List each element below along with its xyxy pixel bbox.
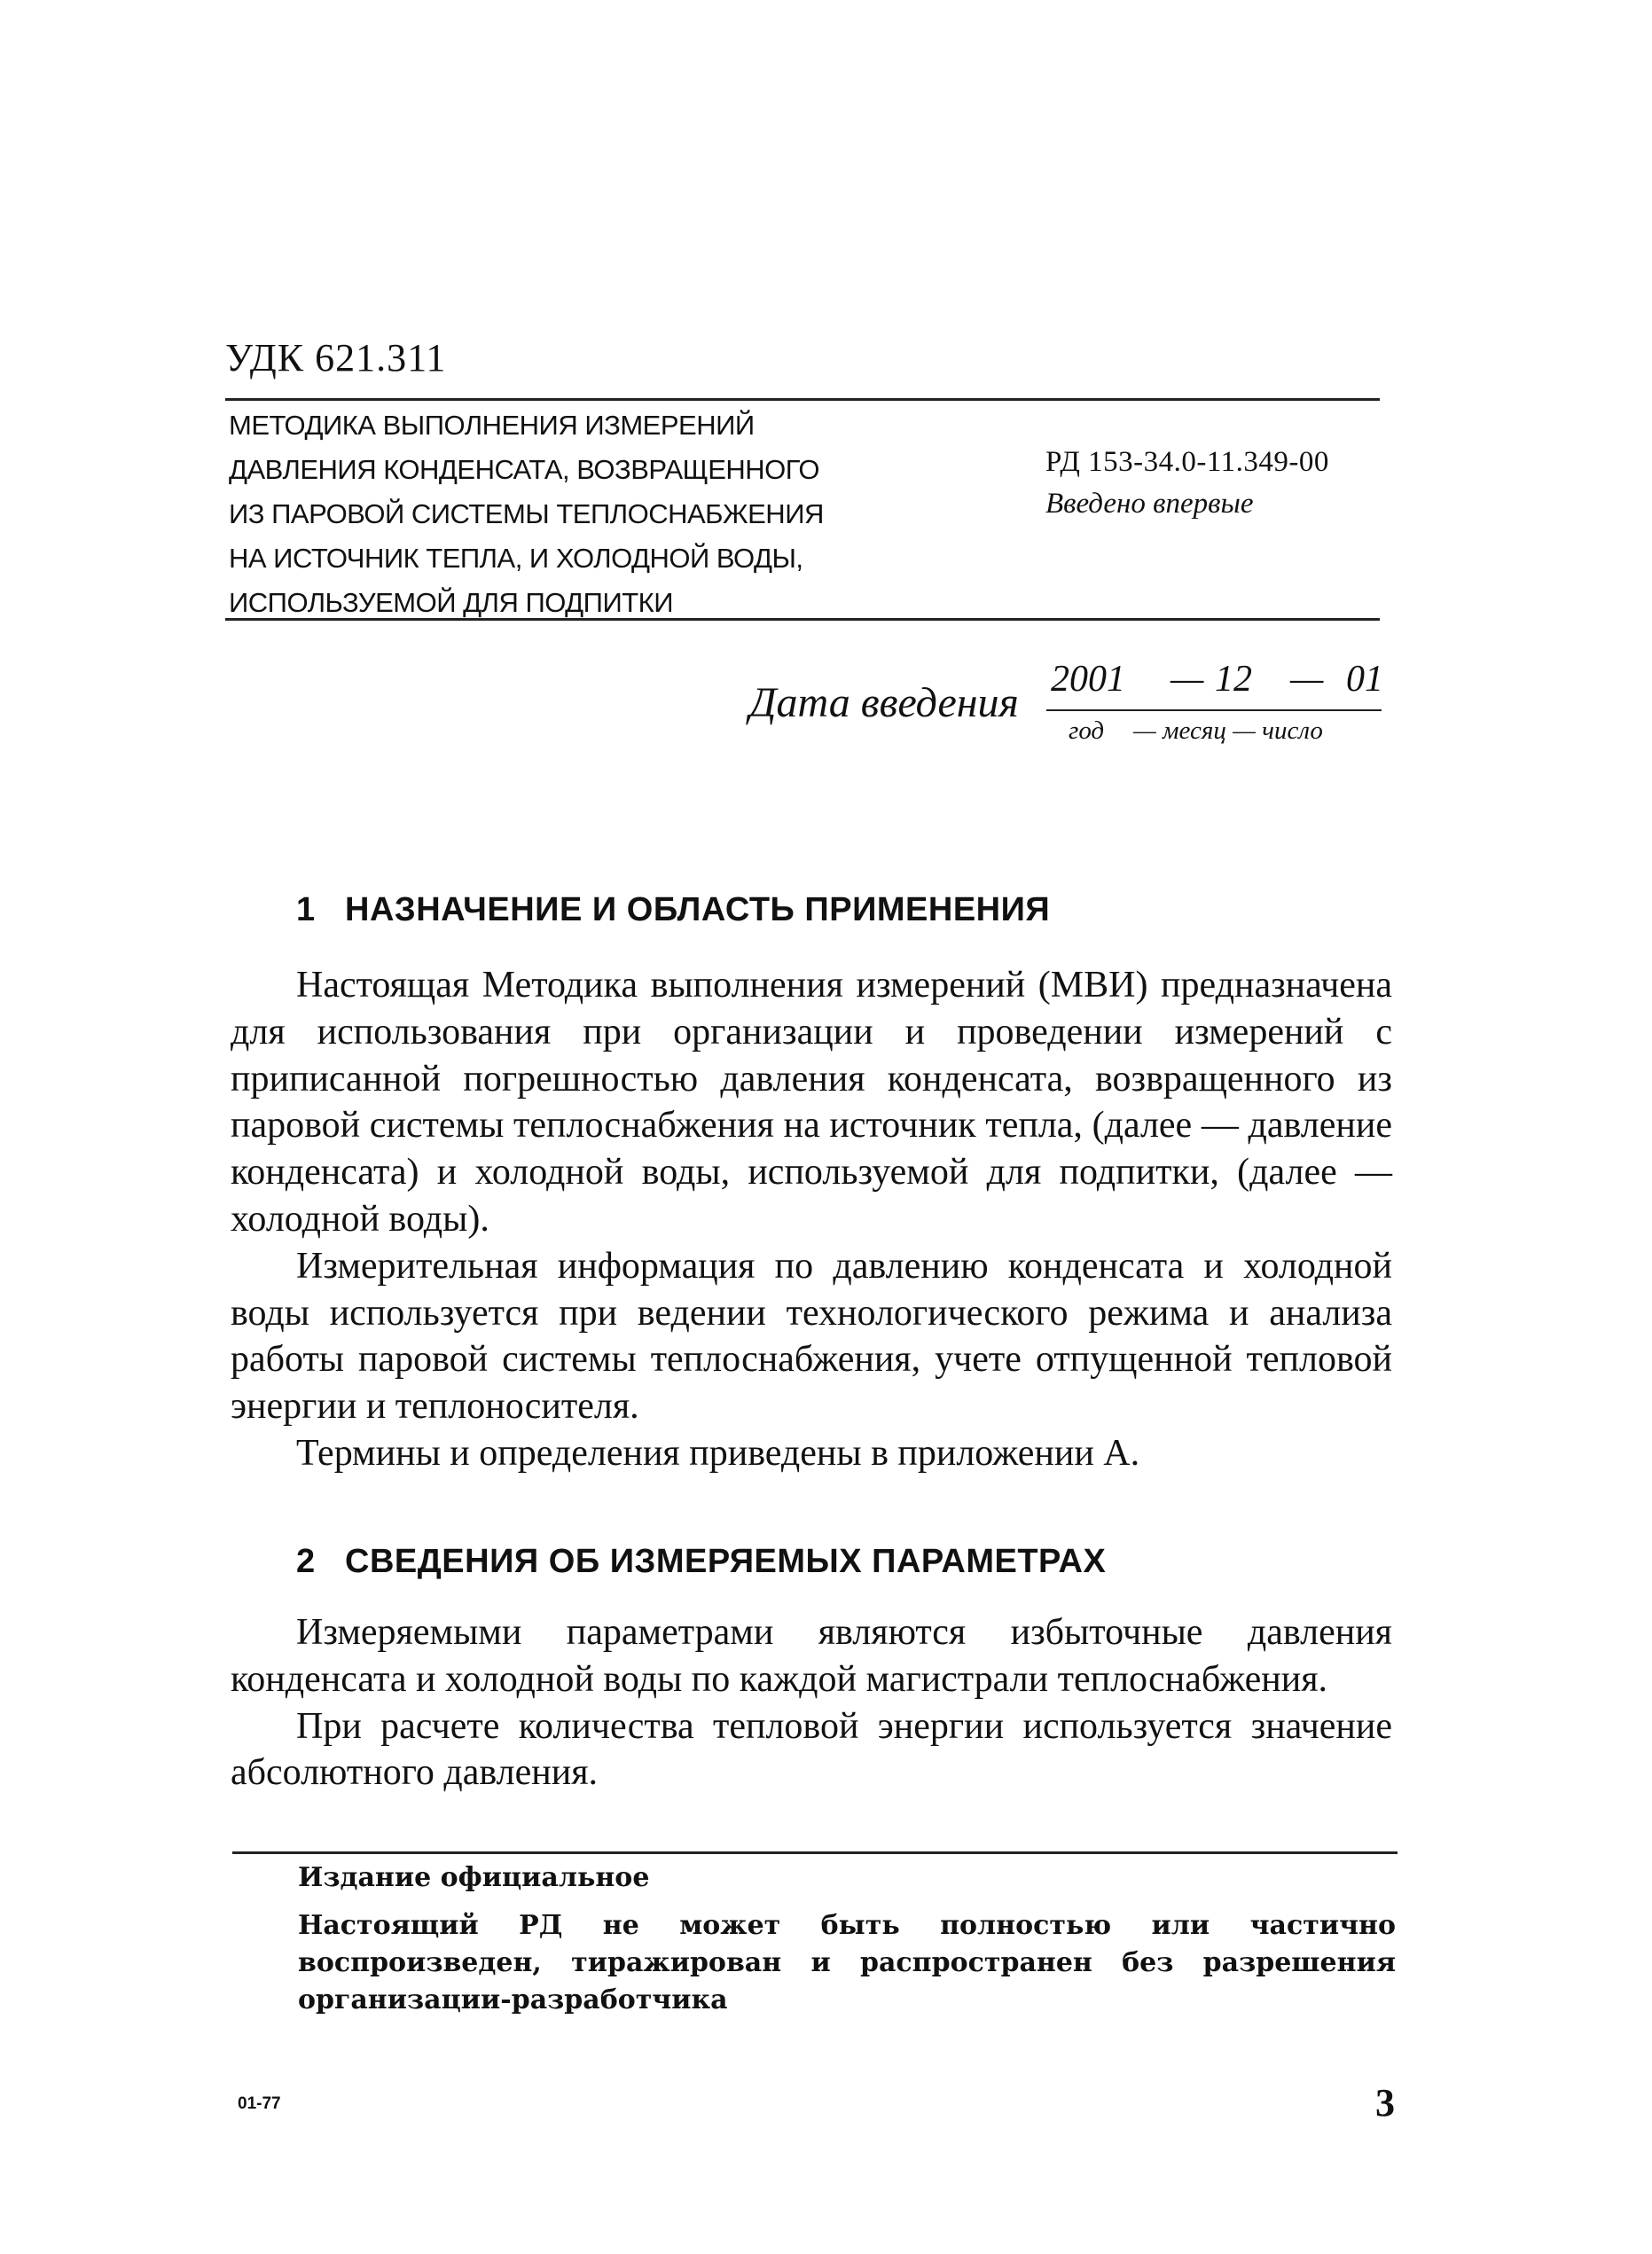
- title-line: НА ИСТОЧНИК ТЕПЛА, И ХОЛОДНОЙ ВОДЫ,: [229, 543, 803, 574]
- section-number: 2: [296, 1543, 316, 1580]
- date-rule: [1046, 709, 1382, 711]
- section-number: 1: [296, 891, 316, 928]
- date-dash: —: [1170, 659, 1204, 700]
- date-dash: —: [1290, 659, 1324, 700]
- paragraph: Измеряемыми параметрами являются избыточные давления конденсата и холодной воды по каждой магистрали теплоснабжения.: [231, 1612, 1392, 1700]
- date-caption-year: год: [1069, 716, 1105, 745]
- section-2-body: [231, 1609, 1392, 1796]
- title-line: ИСПОЛЬЗУЕМОЙ ДЛЯ ПОДПИТКИ: [229, 587, 674, 618]
- section-1-body: [231, 962, 1392, 1477]
- footer-rule: [232, 1851, 1398, 1854]
- paragraph: При расчете количества тепловой энергии используется значение абсолютного давления.: [231, 1705, 1392, 1794]
- title-line: ИЗ ПАРОВОЙ СИСТЕМЫ ТЕПЛОСНАБЖЕНИЯ: [229, 498, 824, 529]
- paragraph: Измерительная информация по давлению конденсата и холодной воды используется при ведении технологического режима и анализа работы паровой системы теплоснабжения, учете отпущенной тепловой энергии и теплоносителя.: [231, 1245, 1392, 1428]
- copyright-notice: Настоящий РД не может быть полностью или частично воспроизведен, тиражирован и распространен без разрешения организации-разработчика: [298, 1910, 1396, 2015]
- section-1-heading: [296, 891, 1050, 929]
- paragraph: Термины и определения приведены в приложении А.: [296, 1432, 1140, 1474]
- date-year: 2001: [1051, 659, 1125, 700]
- edition-label: Издание официальное: [298, 1862, 650, 1893]
- date-caption-rest: — месяц — число: [1133, 716, 1323, 745]
- section-2-heading: [296, 1543, 1106, 1581]
- udk-code: УДК 621.311: [225, 336, 447, 380]
- paragraph: Настоящая Методика выполнения измерений (МВИ) предназначена для использования при организации и проведении измерений с приписанной погрешностью давления конденсата, возвращенного из паровой системы теплоснабжения на источник тепла, (далее — давление конденсата) и холодной воды, используемой для подпитки, (далее — холодной воды).: [231, 965, 1392, 1240]
- section-title: СВЕДЕНИЯ ОБ ИЗМЕРЯЕМЫХ ПАРАМЕТРАХ: [345, 1543, 1107, 1580]
- header-top-rule: [225, 398, 1380, 401]
- rd-note: Введено впервые: [1045, 488, 1254, 520]
- section-title: НАЗНАЧЕНИЕ И ОБЛАСТЬ ПРИМЕНЕНИЯ: [345, 891, 1051, 928]
- title-line: МЕТОДИКА ВЫПОЛНЕНИЯ ИЗМЕРЕНИЙ: [229, 410, 755, 441]
- footer-notice: [298, 1859, 1396, 2019]
- date-month: 12: [1215, 659, 1252, 700]
- date-day: 01: [1346, 659, 1383, 700]
- rd-code: РД 153-34.0-11.349-00: [1045, 446, 1329, 478]
- header-bottom-rule: [225, 618, 1380, 621]
- document-title: [229, 403, 920, 625]
- title-line: ДАВЛЕНИЯ КОНДЕНСАТА, ВОЗВРАЩЕННОГО: [229, 454, 819, 485]
- page-number: 3: [1375, 2081, 1395, 2125]
- print-code: 01-77: [238, 2094, 281, 2113]
- date-label: Дата введения: [749, 679, 1019, 726]
